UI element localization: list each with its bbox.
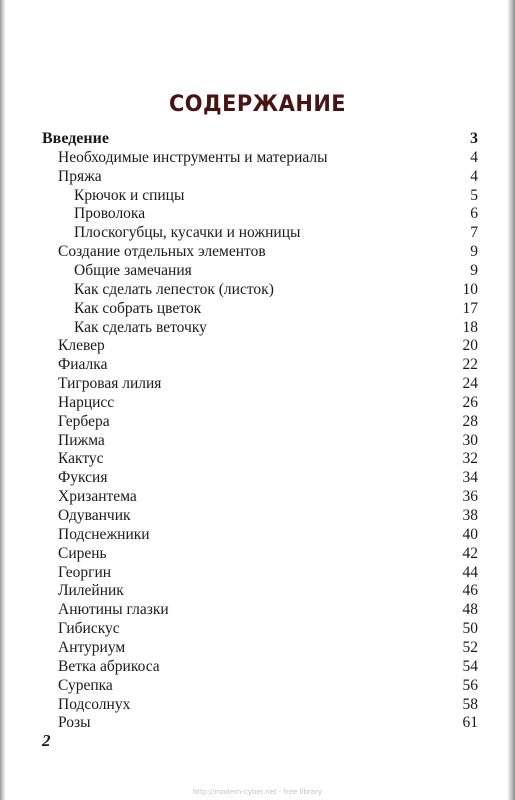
toc-entry-page: 17 (462, 299, 478, 317)
toc-entry-title: Пряжа (58, 167, 102, 185)
toc-entry-title: Нарцисс (58, 393, 115, 411)
toc-entry-title: Необходимые инструменты и материалы (58, 148, 328, 166)
toc-entry-title: Гибискус (58, 620, 120, 638)
toc-entry-title: Фиалка (58, 356, 108, 374)
toc-entry (58, 600, 478, 619)
toc-entry (58, 638, 478, 657)
toc-entry-page: 46 (462, 582, 478, 600)
toc-entry (74, 299, 478, 318)
toc-entry-page: 30 (462, 431, 478, 449)
toc-entry-page: 20 (462, 337, 478, 355)
toc-entry (58, 563, 478, 582)
toc-entry (58, 525, 478, 544)
toc-entry-page: 48 (462, 601, 478, 619)
toc-entry-page: 6 (470, 205, 478, 223)
toc-entry (58, 619, 478, 638)
toc-entry-page: 5 (470, 186, 478, 204)
toc-entry-page: 10 (462, 280, 478, 298)
toc-entry-page: 38 (462, 507, 478, 524)
toc-entry-title: Создание отдельных элементов (58, 243, 266, 261)
toc-entry-title: Клевер (58, 337, 105, 355)
toc-entry-title: Розы (58, 714, 91, 732)
toc-entry-title: Ветка абрикоса (58, 657, 160, 675)
toc-entry-page: 40 (462, 525, 478, 543)
toc-entry-page: 24 (462, 375, 478, 393)
toc-entry-title: Кактус (58, 450, 104, 468)
toc-entry-page: 26 (462, 393, 478, 411)
toc-entry-title: Фуксия (58, 469, 108, 487)
toc-entry-title: Введение (42, 130, 109, 147)
toc-entry-title: Подсолнух (58, 695, 131, 713)
toc-entry-title: Как собрать цветок (74, 299, 202, 317)
toc-entry (74, 261, 478, 280)
toc-entry-title: Плоскогубцы, кусачки и ножницы (74, 224, 301, 242)
toc-entry (58, 336, 478, 355)
toc-entry-title: Общие замечания (74, 261, 192, 279)
toc-entry (58, 242, 478, 261)
toc-entry (58, 713, 478, 732)
toc-entry (74, 318, 478, 337)
toc-entry (42, 129, 478, 148)
toc-entry-page: 4 (470, 167, 478, 185)
toc-entry (58, 544, 478, 563)
toc-entry (58, 412, 478, 431)
toc-entry (74, 280, 478, 299)
toc-entry-page: 42 (462, 544, 478, 562)
toc-entry (74, 186, 478, 205)
toc-entry-page: 56 (462, 676, 478, 694)
toc-entry-page: 58 (462, 695, 478, 713)
toc-entry-title: Проволока (74, 205, 146, 223)
toc-entry-page: 4 (470, 148, 478, 166)
toc-entry-page: 3 (470, 130, 478, 147)
toc-entry (58, 487, 478, 506)
page-edge-shadow-right (507, 0, 515, 800)
toc-entry (58, 468, 478, 487)
page-number: 2 (42, 731, 51, 750)
toc-entry (58, 167, 478, 186)
toc-entry (58, 449, 478, 468)
toc-entry-page: 50 (462, 620, 478, 638)
toc-entry-title: Антуриум (58, 638, 126, 656)
page-edge-shadow (0, 0, 6, 800)
toc-entry (74, 204, 478, 223)
toc-entry (58, 581, 478, 600)
toc-entry-page: 54 (462, 657, 478, 675)
toc-entry-title: Пижма (58, 431, 105, 449)
toc-entry-title: Георгин (58, 563, 112, 581)
toc-entry-page: 61 (462, 714, 478, 732)
toc-entry-title: Крючок и спицы (74, 186, 185, 204)
toc-entry (58, 374, 478, 393)
toc-entry (58, 657, 478, 676)
toc-entry-page: 7 (470, 224, 478, 242)
toc-entry-title: Анютины глазки (58, 601, 169, 619)
toc-entry-title: Тигровая лилия (58, 375, 162, 393)
toc-entry-title: Как сделать веточку (74, 318, 207, 336)
toc-entry-page: 18 (462, 318, 478, 336)
footer-watermark: http://modern-cyber.net - free library (192, 788, 323, 796)
toc-entry-title: Подснежники (58, 525, 150, 543)
toc-entry-title: Как сделать лепесток (листок) (74, 280, 274, 298)
toc-entry-page: 36 (462, 488, 478, 506)
toc-entry-page: 28 (462, 412, 478, 430)
toc-entry (58, 676, 478, 695)
toc-entry (74, 223, 478, 242)
toc-entry (58, 695, 478, 714)
toc-entry-page: 9 (470, 243, 478, 261)
toc-entry-page: 9 (470, 261, 478, 279)
toc-entry-title: Хризантема (58, 488, 137, 506)
toc-entry-title: Сурепка (58, 676, 113, 694)
toc-entry-page: 52 (462, 638, 478, 656)
toc-entry-page: 22 (462, 356, 478, 374)
toc-entry (58, 355, 478, 374)
toc-entry-title: Одуванчик (58, 507, 131, 524)
toc-entry-title: Гербера (58, 412, 110, 430)
toc-entry-page: 34 (462, 469, 478, 487)
toc-entry-page: 32 (462, 450, 478, 468)
toc-entry-title: Сирень (58, 544, 107, 562)
toc-entry-page: 44 (462, 563, 478, 581)
toc-entry (58, 393, 478, 412)
page-title: СОДЕРЖАНИЕ (168, 92, 347, 117)
toc-entry (58, 148, 478, 167)
toc-entry (58, 431, 478, 450)
toc-entry (58, 506, 478, 525)
toc-entry-title: Лилейник (58, 582, 124, 600)
